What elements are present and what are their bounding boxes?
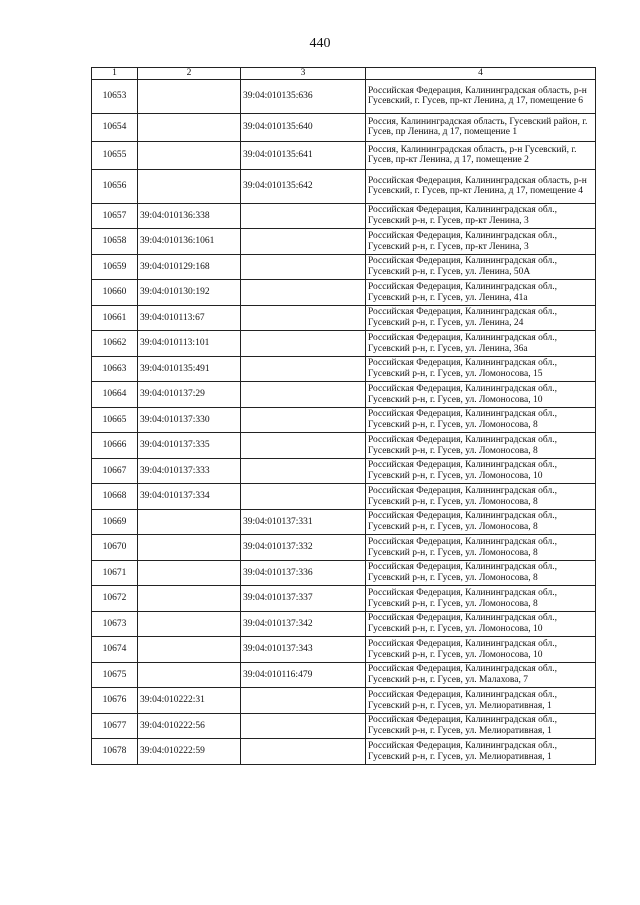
- table-row: [92, 484, 596, 510]
- table-row: [92, 254, 596, 280]
- table-row: [92, 637, 596, 663]
- row-number-cell: 10662: [92, 331, 138, 357]
- registry-table: [91, 67, 596, 765]
- row-number-cell: 10674: [92, 637, 138, 663]
- cadastral-number-alt-cell: 39:04:010135:636: [241, 79, 366, 113]
- address-cell: Российская Федерация, Калининградская область, р-н Гусевский, г. Гусев, пр-кт Ленина, д 17, помещение 4: [366, 169, 596, 203]
- table-row: [92, 280, 596, 306]
- cadastral-number-alt-cell: 39:04:010137:331: [241, 509, 366, 535]
- cadastral-number-alt-cell: 39:04:010137:342: [241, 611, 366, 637]
- address-cell: Российская Федерация, Калининградская обл., Гусевский р-н, г. Гусев, пр-кт Ленина, 3: [366, 203, 596, 229]
- table-header: [92, 68, 596, 80]
- table-row: [92, 407, 596, 433]
- cadastral-number-alt-cell: 39:04:010137:336: [241, 560, 366, 586]
- cadastral-number-cell: [138, 169, 241, 203]
- row-number-cell: 10667: [92, 458, 138, 484]
- address-cell: Российская Федерация, Калининградская обл., Гусевский р-н, г. Гусев, ул. Ленина, 41а: [366, 280, 596, 306]
- cadastral-number-cell: 39:04:010137:330: [138, 407, 241, 433]
- cadastral-number-cell: 39:04:010113:67: [138, 305, 241, 331]
- cadastral-number-alt-cell: [241, 433, 366, 459]
- row-number-cell: 10657: [92, 203, 138, 229]
- row-number-cell: 10669: [92, 509, 138, 535]
- cadastral-number-alt-cell: [241, 407, 366, 433]
- table-row: [92, 433, 596, 459]
- table-body: [92, 79, 596, 764]
- table-row: [92, 509, 596, 535]
- cadastral-number-cell: [138, 637, 241, 663]
- cadastral-number-cell: 39:04:010137:334: [138, 484, 241, 510]
- row-number-cell: 10672: [92, 586, 138, 612]
- address-cell: Российская Федерация, Калининградская обл., Гусевский р-н, г. Гусев, ул. Ломоносова, 10: [366, 382, 596, 408]
- cadastral-number-alt-cell: 39:04:010135:640: [241, 113, 366, 141]
- row-number-cell: 10658: [92, 229, 138, 255]
- address-cell: Российская Федерация, Калининградская обл., Гусевский р-н, г. Гусев, ул. Ломоносова, 15: [366, 356, 596, 382]
- cadastral-number-alt-cell: [241, 713, 366, 739]
- cadastral-number-cell: [138, 586, 241, 612]
- cadastral-number-cell: 39:04:010137:29: [138, 382, 241, 408]
- address-cell: Российская Федерация, Калининградская обл., Гусевский р-н, г. Гусев, ул. Ломоносова, 8: [366, 560, 596, 586]
- column-header-2: 2: [138, 68, 241, 80]
- cadastral-number-cell: [138, 79, 241, 113]
- row-number-cell: 10678: [92, 739, 138, 765]
- table-row: [92, 535, 596, 561]
- cadastral-number-cell: 39:04:010113:101: [138, 331, 241, 357]
- table-row: [92, 713, 596, 739]
- table-row: [92, 203, 596, 229]
- row-number-cell: 10664: [92, 382, 138, 408]
- address-cell: Российская Федерация, Калининградская обл., Гусевский р-н, г. Гусев, ул. Ломоносова, 8: [366, 484, 596, 510]
- row-number-cell: 10668: [92, 484, 138, 510]
- address-cell: Российская Федерация, Калининградская обл., Гусевский р-н, г. Гусев, ул. Ломоносова, 8: [366, 535, 596, 561]
- row-number-cell: 10671: [92, 560, 138, 586]
- table-row: [92, 169, 596, 203]
- cadastral-number-alt-cell: [241, 356, 366, 382]
- page-number: 440: [309, 36, 331, 51]
- address-cell: Российская Федерация, Калининградская обл., Гусевский р-н, г. Гусев, ул. Ломоносова, 10: [366, 611, 596, 637]
- table-row: [92, 586, 596, 612]
- table-row: [92, 331, 596, 357]
- row-number-cell: 10666: [92, 433, 138, 459]
- address-cell: Российская Федерация, Калининградская обл., Гусевский р-н, г. Гусев, пр-кт Ленина, 3: [366, 229, 596, 255]
- cadastral-number-alt-cell: [241, 254, 366, 280]
- table-row: [92, 356, 596, 382]
- cadastral-number-cell: 39:04:010222:56: [138, 713, 241, 739]
- cadastral-number-alt-cell: [241, 458, 366, 484]
- address-cell: Российская Федерация, Калининградская обл., Гусевский р-н, г. Гусев, ул. Ломоносова, 10: [366, 458, 596, 484]
- cadastral-number-alt-cell: 39:04:010137:337: [241, 586, 366, 612]
- cadastral-number-alt-cell: 39:04:010135:642: [241, 169, 366, 203]
- cadastral-number-alt-cell: [241, 229, 366, 255]
- address-cell: Российская Федерация, Калининградская обл., Гусевский р-н, г. Гусев, ул. Ленина, 36а: [366, 331, 596, 357]
- cadastral-number-cell: 39:04:010136:338: [138, 203, 241, 229]
- cadastral-number-alt-cell: 39:04:010135:641: [241, 141, 366, 169]
- row-number-cell: 10659: [92, 254, 138, 280]
- cadastral-number-alt-cell: [241, 203, 366, 229]
- address-cell: Российская Федерация, Калининградская обл., Гусевский р-н, г. Гусев, ул. Ломоносова, 8: [366, 433, 596, 459]
- row-number-cell: 10660: [92, 280, 138, 306]
- cadastral-number-cell: 39:04:010222:31: [138, 688, 241, 714]
- address-cell: Российская Федерация, Калининградская обл., Гусевский р-н, г. Гусев, ул. Мелиоративная, 1: [366, 713, 596, 739]
- address-cell: Российская Федерация, Калининградская обл., Гусевский р-н, г. Гусев, ул. Малахова, 7: [366, 662, 596, 688]
- cadastral-number-alt-cell: 39:04:010137:343: [241, 637, 366, 663]
- address-cell: Российская Федерация, Калининградская обл., Гусевский р-н, г. Гусев, ул. Ленина, 50А: [366, 254, 596, 280]
- address-cell: Российская Федерация, Калининградская обл., Гусевский р-н, г. Гусев, ул. Ломоносова, 8: [366, 509, 596, 535]
- table-row: [92, 141, 596, 169]
- cadastral-number-alt-cell: 39:04:010137:332: [241, 535, 366, 561]
- table-row: [92, 113, 596, 141]
- cadastral-number-alt-cell: [241, 280, 366, 306]
- cadastral-number-alt-cell: [241, 688, 366, 714]
- table-row: [92, 611, 596, 637]
- address-cell: Российская Федерация, Калининградская обл., Гусевский р-н, г. Гусев, ул. Мелиоративная, 1: [366, 739, 596, 765]
- cadastral-number-cell: [138, 662, 241, 688]
- row-number-cell: 10654: [92, 113, 138, 141]
- address-cell: Российская Федерация, Калининградская обл., Гусевский р-н, г. Гусев, ул. Ленина, 24: [366, 305, 596, 331]
- table-row: [92, 662, 596, 688]
- row-number-cell: 10663: [92, 356, 138, 382]
- cadastral-number-alt-cell: [241, 382, 366, 408]
- address-cell: Российская Федерация, Калининградская обл., Гусевский р-н, г. Гусев, ул. Ломоносова, 10: [366, 637, 596, 663]
- table-row: [92, 229, 596, 255]
- address-cell: Российская Федерация, Калининградская обл., Гусевский р-н, г. Гусев, ул. Мелиоративная, 1: [366, 688, 596, 714]
- address-cell: Россия, Калининградская область, Гусевский район, г. Гусев, пр Ленина, д 17, помещение 1: [366, 113, 596, 141]
- cadastral-number-cell: [138, 611, 241, 637]
- cadastral-number-alt-cell: 39:04:010116:479: [241, 662, 366, 688]
- table-row: [92, 79, 596, 113]
- header-row: [92, 68, 596, 80]
- cadastral-number-cell: 39:04:010136:1061: [138, 229, 241, 255]
- cadastral-number-cell: 39:04:010137:333: [138, 458, 241, 484]
- cadastral-number-alt-cell: [241, 739, 366, 765]
- row-number-cell: 10656: [92, 169, 138, 203]
- row-number-cell: 10661: [92, 305, 138, 331]
- table-row: [92, 382, 596, 408]
- cadastral-number-cell: [138, 535, 241, 561]
- cadastral-number-alt-cell: [241, 484, 366, 510]
- row-number-cell: 10677: [92, 713, 138, 739]
- row-number-cell: 10675: [92, 662, 138, 688]
- row-number-cell: 10665: [92, 407, 138, 433]
- cadastral-number-cell: 39:04:010135:491: [138, 356, 241, 382]
- cadastral-number-cell: [138, 113, 241, 141]
- cadastral-number-cell: [138, 560, 241, 586]
- cadastral-number-cell: [138, 509, 241, 535]
- address-cell: Россия, Калининградская область, р-н Гусевский, г. Гусев, пр-кт Ленина, д 17, помещение 2: [366, 141, 596, 169]
- address-cell: Российская Федерация, Калининградская обл., Гусевский р-н, г. Гусев, ул. Ломоносова, 8: [366, 407, 596, 433]
- address-cell: Российская Федерация, Калининградская область, р-н Гусевский, г. Гусев, пр-кт Ленина, д 17, помещение 6: [366, 79, 596, 113]
- column-header-4: 4: [366, 68, 596, 80]
- cadastral-number-cell: 39:04:010222:59: [138, 739, 241, 765]
- cadastral-number-cell: 39:04:010130:192: [138, 280, 241, 306]
- row-number-cell: 10676: [92, 688, 138, 714]
- column-header-3: 3: [241, 68, 366, 80]
- table-row: [92, 458, 596, 484]
- table-row: [92, 305, 596, 331]
- cadastral-number-cell: 39:04:010137:335: [138, 433, 241, 459]
- cadastral-number-alt-cell: [241, 331, 366, 357]
- table-row: [92, 739, 596, 765]
- table-row: [92, 560, 596, 586]
- row-number-cell: 10670: [92, 535, 138, 561]
- cadastral-number-alt-cell: [241, 305, 366, 331]
- row-number-cell: 10655: [92, 141, 138, 169]
- address-cell: Российская Федерация, Калининградская обл., Гусевский р-н, г. Гусев, ул. Ломоносова, 8: [366, 586, 596, 612]
- row-number-cell: 10673: [92, 611, 138, 637]
- cadastral-number-cell: 39:04:010129:168: [138, 254, 241, 280]
- column-header-1: 1: [92, 68, 138, 80]
- cadastral-number-cell: [138, 141, 241, 169]
- table-row: [92, 688, 596, 714]
- row-number-cell: 10653: [92, 79, 138, 113]
